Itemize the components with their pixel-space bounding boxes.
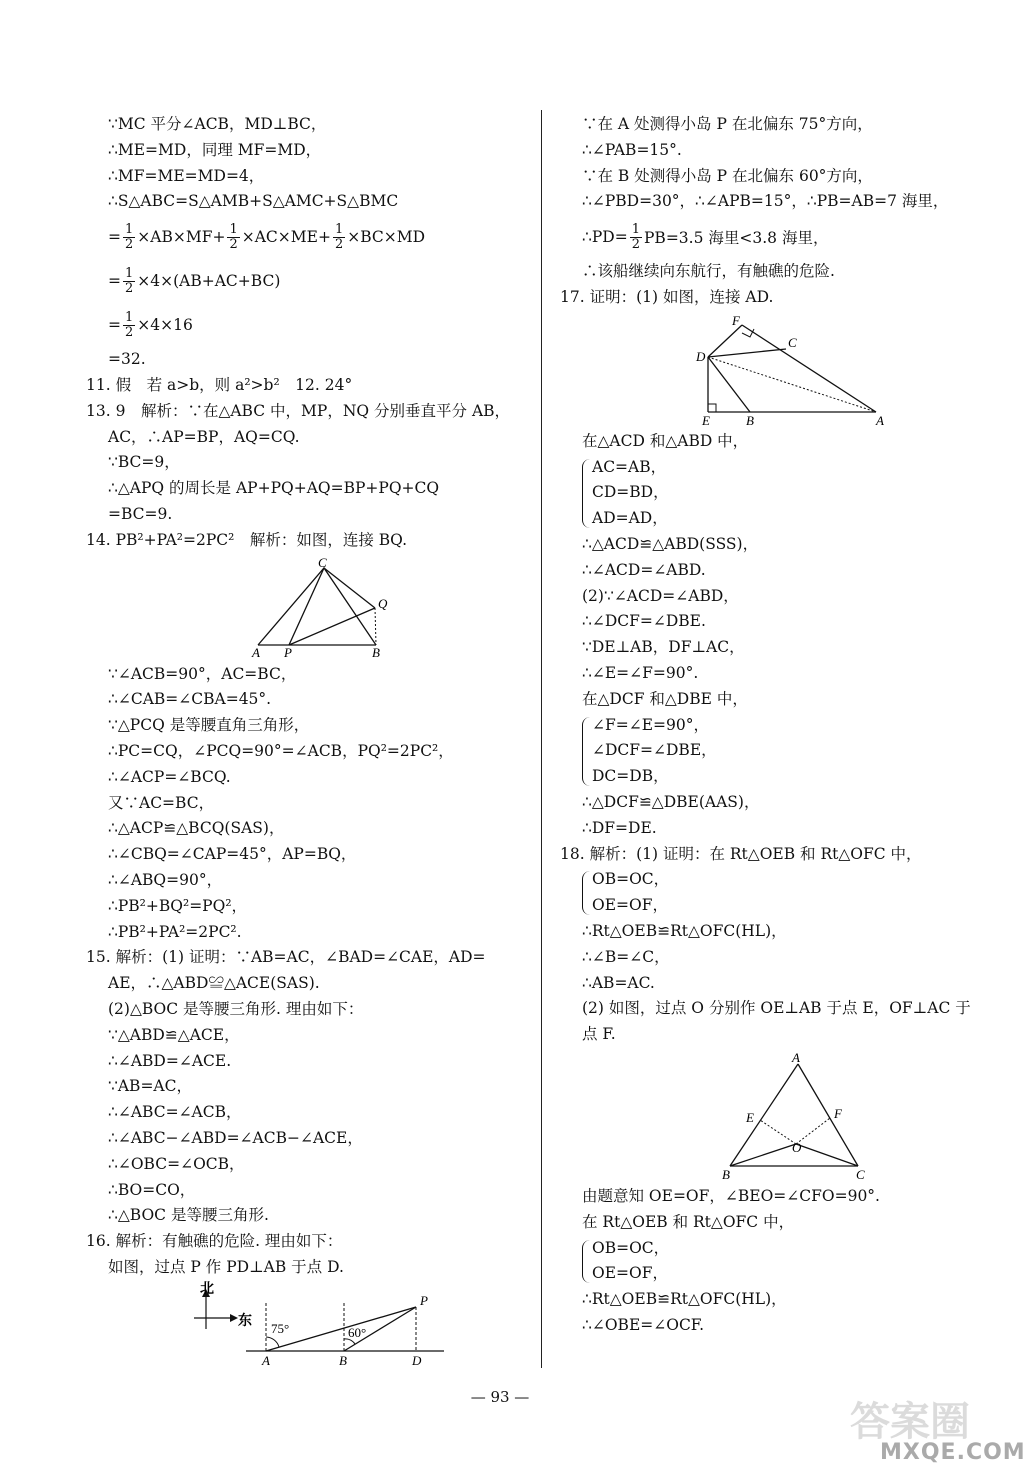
text-line: ∵MC 平分∠ACB，MD⊥BC， [108,115,327,133]
text-line: 如图，过点 P 作 PD⊥AB 于点 D. [108,1257,344,1276]
svg-text:B: B [372,644,380,660]
formula-line [86,259,531,303]
svg-text:C: C [788,334,797,350]
text-line: ∵在 B 处测得小岛 P 在北偏东 60°方向， [582,166,873,185]
text-line: ∴BO=CO， [108,1180,196,1199]
text-line: ∴ME=MD，同理 MF=MD， [108,140,322,159]
figure-16 [86,1280,531,1377]
question-16-continued [560,112,980,215]
text-line: =32. [108,350,146,369]
svg-text:75°: 75° [271,1320,290,1336]
text-line: CD=BD， [592,483,669,502]
question-13 [86,399,531,528]
svg-text:F: F [732,312,740,328]
question-18-body [560,919,980,1048]
text-line: ∵BC=9， [108,453,180,472]
svg-text:A: A [792,1049,800,1065]
text-line: 在 Rt△OEB 和 Rt△OFC 中， [582,1212,795,1231]
fraction: $\frac{1}{2}$ [631,221,640,252]
text-line: 13. 9 解析：∵在△ABC 中，MP，NQ 分别垂直平分 AB， [86,401,511,420]
text-line: 由题意知 OE=OF，∠BEO=∠CFO=90°. [582,1186,880,1205]
text-line: (2)∵∠ACD=∠ABD， [582,586,739,605]
svg-text:A: A [252,644,260,660]
text-line: ∴该船继续向东航行，有触礁的危险. [582,262,835,281]
text-line: ∴∠OBE=∠OCF. [582,1315,705,1334]
question-14-head: 14. PB²+PA²=2PC² 解析：如图，连接 BQ. [86,530,408,549]
svg-text:A: A [876,412,884,428]
figure-14 [86,554,531,660]
svg-text:F: F [834,1105,842,1121]
right-column [560,112,980,1339]
text-line: 在△ACD 和△ABD 中， [582,431,749,450]
question-18-head: 18. 解析：(1) 证明：在 Rt△OEB 和 Rt△OFC 中， [560,844,922,863]
svg-text:D: D [696,348,706,364]
formula-text: ×BC×MD [347,228,426,247]
text-line: ∴∠PAB=15°. [582,140,682,159]
text-line: AC=AB， [592,457,667,476]
formula-text: = [108,228,121,247]
formula-text: = [108,316,121,335]
text-line: AD=AD， [592,509,668,528]
text-line: =BC=9. [108,504,173,523]
equation-system [560,713,980,790]
text-line: 在△DCF 和△DBE 中， [582,689,748,708]
svg-text:E: E [746,1109,754,1125]
svg-text:东: 东 [238,1312,252,1329]
formula-text: ×AB×MF+ [137,228,226,247]
svg-text:C: C [318,554,327,570]
formula-text: PB=3.5 海里<3.8 海里， [644,229,829,248]
svg-text:Q: Q [378,595,388,611]
fraction: $\frac{1}{2}$ [125,221,134,252]
fraction: $\frac{1}{2}$ [125,309,134,340]
formula-text: = [108,272,121,291]
svg-text:B: B [722,1166,730,1182]
text-line: 又∵AC=BC， [108,793,215,812]
svg-text:北: 北 [200,1280,214,1297]
column-divider [541,110,542,1368]
formula-line [86,215,531,259]
text-line: ∠DCF=∠DBE， [592,741,717,760]
left-column [86,112,531,1381]
text-line: ∴PC=CQ，∠PCQ=90°=∠ACB，PQ²=2PC²， [108,741,454,760]
svg-text:答案圈: 答案圈 [850,1399,970,1445]
svg-text:O: O [792,1139,802,1155]
question-17-head: 17. 证明：(1) 如图，连接 AD. [560,287,774,306]
text-line: ∴PB²+PA²=2PC². [108,922,242,941]
text-line: ∵△PCQ 是等腰直角三角形， [108,716,310,735]
formula-line [560,215,980,259]
equation-system [560,867,980,919]
svg-text:B: B [746,412,754,428]
equation-system [560,455,980,532]
text-line: ∴AB=AC. [582,973,655,992]
text-line: ∴△BOC 是等腰三角形. [108,1206,269,1225]
text-line: ∴△ACD≌△ABD(SSS)， [582,534,759,553]
figure-18 [560,1049,980,1182]
text-line: ∴∠CAB=∠CBA=45°. [108,690,272,709]
formula-text: ×AC×ME+ [241,228,331,247]
text-line: 16. 解析：有触礁的危险. 理由如下： [86,1232,343,1251]
text-line: ∴∠E=∠F=90°. [582,663,699,682]
text-line: ∵在 A 处测得小岛 P 在北偏东 75°方向， [582,115,873,133]
text-line: ∴∠ACP=∠BCQ. [108,767,231,786]
text-line: ∴△ACP≌△BCQ(SAS)， [108,819,285,838]
text-line: (2)△BOC 是等腰三角形. 理由如下： [108,999,364,1018]
text-line: 点 F. [582,1025,616,1044]
text-line: ∴∠PBD=30°，∴∠APB=15°，∴PB=AB=7 海里， [582,192,949,211]
text-line: ∵△ABD≌△ACE， [108,1025,240,1044]
text-line: ∴∠DCF=∠DBE. [582,612,706,631]
fraction: $\frac{1}{2}$ [334,221,344,252]
svg-text:D: D [412,1352,422,1368]
text-line: ∴DF=DE. [582,818,657,837]
question-11: 11. 假 若 a>b，则 a²>b² 12. 24° [86,375,353,394]
svg-text:P: P [284,644,292,660]
text-line: ∴△APQ 的周长是 AP+PQ+AQ=BP+PQ+CQ [108,479,440,498]
text-line: ∴Rt△OEB≌Rt△OFC(HL)， [582,921,787,940]
text-line: ∴△DCF≌△DBE(AAS)， [582,792,760,811]
text-line: OE=OF， [592,896,668,915]
text-line: ∴∠OBC=∠OCB， [108,1154,245,1173]
text-line: ∴∠ACD=∠ABD. [582,560,706,579]
text-line: ∴∠B=∠C， [582,947,670,966]
formula-line [86,303,531,347]
question-15 [86,945,531,1229]
svg-text:B: B [339,1352,347,1368]
text-line: ∴∠ABQ=90°， [108,870,223,889]
fraction: $\frac{1}{2}$ [125,265,134,296]
text-line: ∵DE⊥AB，DF⊥AC， [582,638,745,657]
text-line: ∴∠ABD=∠ACE. [108,1051,232,1070]
equation-system [560,1236,980,1288]
watermark-text: MXQE.COM [880,1440,1026,1465]
text-line: ∴S△ABC=S△AMB+S△AMC+S△BMC [108,192,399,211]
svg-text:E: E [702,412,710,428]
text-line: ∴Rt△OEB≌Rt△OFC(HL)， [582,1290,787,1309]
svg-text:P: P [420,1292,428,1308]
text-line: OE=OF， [592,1264,668,1283]
formula-text: ∴PD= [582,228,628,247]
text-line: AC，∴AP=BP，AQ=CQ. [108,427,300,446]
text-line: ∴PB²+BQ²=PQ²， [108,896,248,915]
text-line: ∴∠ABC=∠ACB， [108,1103,242,1122]
text-line: ∴∠ABC−∠ABD=∠ACB−∠ACE， [108,1128,363,1147]
text-line: OB=OC， [592,1238,670,1257]
text-line: DC=DB， [592,767,669,786]
page-number: — 93 — [470,1388,530,1406]
svg-text:A: A [262,1352,270,1368]
formula-text: ×4×(AB+AC+BC) [137,272,281,291]
formula-text: ×4×16 [137,316,193,335]
question-16 [86,1229,531,1281]
text-line: AE，∴△ABD≌△ACE(SAS). [108,974,320,993]
text-line: OB=OC， [592,870,670,889]
question-17-body [560,532,980,713]
block1 [86,112,531,215]
svg-text:C: C [856,1166,865,1182]
text-line: 15. 解析：(1) 证明：∵AB=AC，∠BAD=∠CAE，AD= [86,948,486,967]
question-14-body [86,662,531,946]
fraction: $\frac{1}{2}$ [229,221,238,252]
figure-17 [560,312,980,428]
text-line: (2) 如图，过点 O 分别作 OE⊥AB 于点 E，OF⊥AC 于 [582,999,971,1018]
text-line: ∴∠CBQ=∠CAP=45°，AP=BQ， [108,845,357,864]
text-line: ∠F=∠E=90°， [592,715,709,734]
svg-text:60°: 60° [348,1324,367,1340]
text-line: ∵∠ACB=90°，AC=BC， [108,664,297,683]
text-line: ∴MF=ME=MD=4， [108,166,265,185]
text-line: ∵AB=AC， [108,1077,192,1096]
